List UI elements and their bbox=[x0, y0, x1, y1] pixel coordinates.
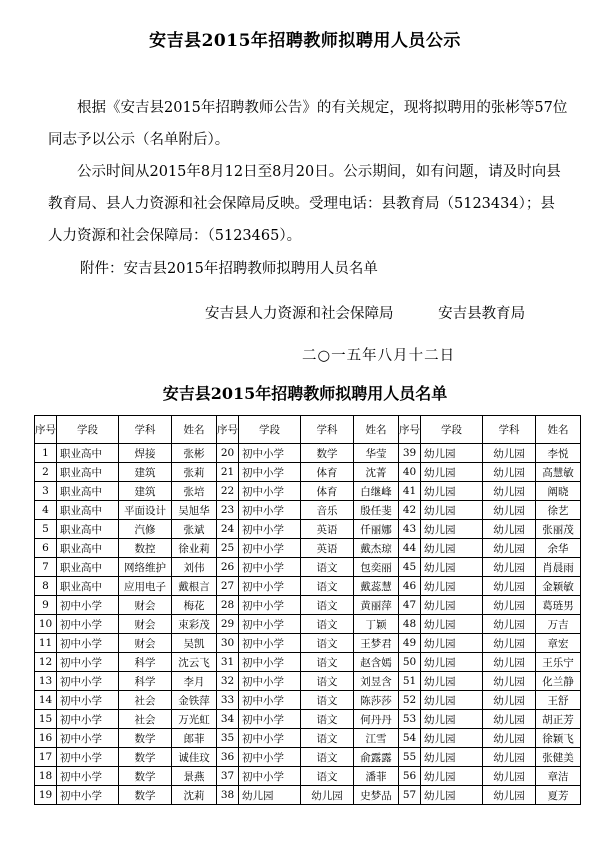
table-row bbox=[35, 558, 581, 577]
notice-date: 二○一五年八月十二日 bbox=[302, 348, 456, 364]
cell-subject: 幼儿园 bbox=[483, 463, 536, 482]
cell-seq: 29 bbox=[217, 615, 239, 634]
cell-seq: 46 bbox=[399, 577, 421, 596]
cell-stage: 幼儿园 bbox=[421, 653, 483, 672]
cell-seq: 33 bbox=[217, 691, 239, 710]
cell-stage: 幼儿园 bbox=[421, 463, 483, 482]
cell-seq: 17 bbox=[35, 748, 57, 767]
cell-subject: 语文 bbox=[301, 748, 354, 767]
cell-seq: 47 bbox=[399, 596, 421, 615]
cell-seq: 34 bbox=[217, 710, 239, 729]
cell-stage: 幼儿园 bbox=[421, 710, 483, 729]
cell-seq: 50 bbox=[399, 653, 421, 672]
cell-subject: 汽修 bbox=[119, 520, 172, 539]
cell-name: 张莉 bbox=[172, 463, 217, 482]
cell-seq: 57 bbox=[399, 786, 421, 805]
cell-seq: 43 bbox=[399, 520, 421, 539]
notice-paragraph-1: 根据《安吉县2015年招聘教师公告》的有关规定，现将拟聘用的张彬等57位同志予以公示（名单附后）。 bbox=[48, 100, 568, 148]
cell-subject: 语文 bbox=[301, 577, 354, 596]
cell-stage: 职业高中 bbox=[57, 482, 119, 501]
table-row bbox=[35, 520, 581, 539]
header-subject: 学科 bbox=[301, 416, 354, 444]
cell-name: 徐艺 bbox=[536, 501, 581, 520]
cell-subject: 幼儿园 bbox=[483, 520, 536, 539]
cell-stage: 初中小学 bbox=[57, 710, 119, 729]
header-subject: 学科 bbox=[119, 416, 172, 444]
cell-seq: 21 bbox=[217, 463, 239, 482]
cell-name: 仟丽娜 bbox=[354, 520, 399, 539]
cell-name: 沈菁 bbox=[354, 463, 399, 482]
cell-subject: 幼儿园 bbox=[483, 596, 536, 615]
cell-name: 华莹 bbox=[354, 444, 399, 463]
table-row bbox=[35, 577, 581, 596]
cell-seq: 40 bbox=[399, 463, 421, 482]
cell-seq: 31 bbox=[217, 653, 239, 672]
cell-subject: 社会 bbox=[119, 710, 172, 729]
attachment-line: 附件：安吉县2015年招聘教师拟聘用人员名单 bbox=[80, 261, 378, 277]
cell-subject: 财会 bbox=[119, 596, 172, 615]
table-row bbox=[35, 596, 581, 615]
header-seq: 序号 bbox=[399, 416, 421, 444]
cell-seq: 9 bbox=[35, 596, 57, 615]
cell-name: 徐颖飞 bbox=[536, 729, 581, 748]
cell-seq: 28 bbox=[217, 596, 239, 615]
cell-seq: 48 bbox=[399, 615, 421, 634]
cell-subject: 幼儿园 bbox=[483, 691, 536, 710]
cell-seq: 1 bbox=[35, 444, 57, 463]
cell-name: 戴杰琼 bbox=[354, 539, 399, 558]
cell-subject: 幼儿园 bbox=[301, 786, 354, 805]
signature-block bbox=[205, 302, 525, 323]
cell-subject: 平面设计 bbox=[119, 501, 172, 520]
cell-subject: 英语 bbox=[301, 520, 354, 539]
cell-subject: 幼儿园 bbox=[483, 748, 536, 767]
cell-stage: 初中小学 bbox=[239, 615, 301, 634]
cell-subject: 数学 bbox=[119, 786, 172, 805]
cell-stage: 初中小学 bbox=[239, 539, 301, 558]
cell-seq: 49 bbox=[399, 634, 421, 653]
cell-name: 张健美 bbox=[536, 748, 581, 767]
cell-seq: 13 bbox=[35, 672, 57, 691]
cell-name: 李悦 bbox=[536, 444, 581, 463]
cell-subject: 数学 bbox=[301, 444, 354, 463]
cell-stage: 初中小学 bbox=[57, 786, 119, 805]
cell-stage: 初中小学 bbox=[239, 577, 301, 596]
cell-stage: 初中小学 bbox=[239, 691, 301, 710]
cell-seq: 30 bbox=[217, 634, 239, 653]
cell-subject: 音乐 bbox=[301, 501, 354, 520]
cell-seq: 10 bbox=[35, 615, 57, 634]
cell-seq: 37 bbox=[217, 767, 239, 786]
cell-subject: 语文 bbox=[301, 615, 354, 634]
cell-subject: 语文 bbox=[301, 710, 354, 729]
roster-body bbox=[35, 444, 581, 805]
cell-seq: 3 bbox=[35, 482, 57, 501]
cell-name: 张培 bbox=[172, 482, 217, 501]
cell-subject: 社会 bbox=[119, 691, 172, 710]
cell-stage: 幼儿园 bbox=[421, 539, 483, 558]
cell-name: 梅花 bbox=[172, 596, 217, 615]
cell-name: 徐业莉 bbox=[172, 539, 217, 558]
cell-seq: 41 bbox=[399, 482, 421, 501]
cell-stage: 职业高中 bbox=[57, 520, 119, 539]
cell-subject: 财会 bbox=[119, 634, 172, 653]
cell-subject: 幼儿园 bbox=[483, 634, 536, 653]
cell-stage: 初中小学 bbox=[57, 653, 119, 672]
header-name: 姓名 bbox=[172, 416, 217, 444]
cell-stage: 幼儿园 bbox=[421, 482, 483, 501]
cell-subject: 数控 bbox=[119, 539, 172, 558]
cell-stage: 幼儿园 bbox=[421, 520, 483, 539]
list-title: 安吉县2015年招聘教师拟聘用人员名单 bbox=[162, 384, 448, 403]
cell-stage: 初中小学 bbox=[239, 482, 301, 501]
cell-stage: 初中小学 bbox=[57, 729, 119, 748]
cell-name: 余华 bbox=[536, 539, 581, 558]
cell-name: 肖晨雨 bbox=[536, 558, 581, 577]
cell-seq: 18 bbox=[35, 767, 57, 786]
cell-name: 诚佳玟 bbox=[172, 748, 217, 767]
header-stage: 学段 bbox=[421, 416, 483, 444]
header-subject: 学科 bbox=[483, 416, 536, 444]
cell-stage: 初中小学 bbox=[57, 634, 119, 653]
cell-subject: 应用电子 bbox=[119, 577, 172, 596]
cell-subject: 数学 bbox=[119, 729, 172, 748]
cell-stage: 幼儿园 bbox=[421, 444, 483, 463]
table-row bbox=[35, 729, 581, 748]
cell-seq: 2 bbox=[35, 463, 57, 482]
cell-name: 吴凯 bbox=[172, 634, 217, 653]
cell-subject: 幼儿园 bbox=[483, 539, 536, 558]
cell-stage: 幼儿园 bbox=[421, 615, 483, 634]
cell-name: 史梦品 bbox=[354, 786, 399, 805]
cell-subject: 语文 bbox=[301, 653, 354, 672]
cell-seq: 38 bbox=[217, 786, 239, 805]
cell-stage: 职业高中 bbox=[57, 501, 119, 520]
cell-stage: 职业高中 bbox=[57, 558, 119, 577]
cell-stage: 幼儿园 bbox=[421, 501, 483, 520]
cell-name: 葛琏男 bbox=[536, 596, 581, 615]
cell-subject: 语文 bbox=[301, 558, 354, 577]
cell-name: 万光虹 bbox=[172, 710, 217, 729]
cell-name: 黄丽萍 bbox=[354, 596, 399, 615]
cell-name: 何丹丹 bbox=[354, 710, 399, 729]
cell-subject: 语文 bbox=[301, 691, 354, 710]
cell-seq: 56 bbox=[399, 767, 421, 786]
cell-subject: 语文 bbox=[301, 596, 354, 615]
cell-stage: 初中小学 bbox=[239, 729, 301, 748]
cell-name: 戴根言 bbox=[172, 577, 217, 596]
header-seq: 序号 bbox=[217, 416, 239, 444]
cell-stage: 幼儿园 bbox=[421, 786, 483, 805]
cell-subject: 建筑 bbox=[119, 463, 172, 482]
cell-name: 丁颖 bbox=[354, 615, 399, 634]
cell-stage: 幼儿园 bbox=[421, 577, 483, 596]
cell-name: 陈莎莎 bbox=[354, 691, 399, 710]
cell-name: 刘昱含 bbox=[354, 672, 399, 691]
cell-name: 沈云飞 bbox=[172, 653, 217, 672]
cell-name: 张彬 bbox=[172, 444, 217, 463]
header-name: 姓名 bbox=[354, 416, 399, 444]
cell-seq: 32 bbox=[217, 672, 239, 691]
cell-seq: 51 bbox=[399, 672, 421, 691]
header-stage: 学段 bbox=[239, 416, 301, 444]
cell-name: 沈莉 bbox=[172, 786, 217, 805]
table-row bbox=[35, 444, 581, 463]
cell-stage: 初中小学 bbox=[57, 615, 119, 634]
cell-seq: 20 bbox=[217, 444, 239, 463]
cell-stage: 幼儿园 bbox=[421, 596, 483, 615]
cell-stage: 初中小学 bbox=[57, 748, 119, 767]
cell-stage: 初中小学 bbox=[57, 672, 119, 691]
cell-subject: 幼儿园 bbox=[483, 482, 536, 501]
cell-seq: 35 bbox=[217, 729, 239, 748]
cell-name: 潘菲 bbox=[354, 767, 399, 786]
cell-stage: 幼儿园 bbox=[421, 634, 483, 653]
table-row bbox=[35, 786, 581, 805]
signer-education-bureau: 安吉县教育局 bbox=[438, 306, 526, 322]
cell-seq: 52 bbox=[399, 691, 421, 710]
cell-name: 李月 bbox=[172, 672, 217, 691]
cell-name: 王舒 bbox=[536, 691, 581, 710]
cell-stage: 初中小学 bbox=[239, 444, 301, 463]
cell-subject: 幼儿园 bbox=[483, 767, 536, 786]
cell-subject: 语文 bbox=[301, 672, 354, 691]
cell-name: 俞露露 bbox=[354, 748, 399, 767]
cell-name: 吴旭华 bbox=[172, 501, 217, 520]
cell-stage: 初中小学 bbox=[239, 748, 301, 767]
cell-seq: 26 bbox=[217, 558, 239, 577]
cell-name: 金颖敏 bbox=[536, 577, 581, 596]
cell-subject: 幼儿园 bbox=[483, 672, 536, 691]
cell-stage: 幼儿园 bbox=[421, 729, 483, 748]
cell-subject: 幼儿园 bbox=[483, 615, 536, 634]
cell-stage: 职业高中 bbox=[57, 539, 119, 558]
cell-stage: 幼儿园 bbox=[239, 786, 301, 805]
cell-subject: 语文 bbox=[301, 767, 354, 786]
cell-subject: 幼儿园 bbox=[483, 501, 536, 520]
cell-stage: 初中小学 bbox=[57, 691, 119, 710]
cell-subject: 幼儿园 bbox=[483, 710, 536, 729]
header-seq: 序号 bbox=[35, 416, 57, 444]
cell-subject: 数学 bbox=[119, 748, 172, 767]
table-row bbox=[35, 653, 581, 672]
cell-subject: 幼儿园 bbox=[483, 577, 536, 596]
cell-name: 金铁萍 bbox=[172, 691, 217, 710]
cell-subject: 科学 bbox=[119, 653, 172, 672]
cell-stage: 初中小学 bbox=[57, 596, 119, 615]
table-row bbox=[35, 748, 581, 767]
cell-name: 章宏 bbox=[536, 634, 581, 653]
cell-stage: 职业高中 bbox=[57, 444, 119, 463]
cell-seq: 24 bbox=[217, 520, 239, 539]
cell-name: 夏芳 bbox=[536, 786, 581, 805]
cell-name: 白继峰 bbox=[354, 482, 399, 501]
table-row bbox=[35, 691, 581, 710]
cell-seq: 12 bbox=[35, 653, 57, 672]
cell-name: 刘伟 bbox=[172, 558, 217, 577]
cell-name: 阐晓 bbox=[536, 482, 581, 501]
cell-stage: 初中小学 bbox=[239, 520, 301, 539]
table-row bbox=[35, 482, 581, 501]
cell-subject: 语文 bbox=[301, 634, 354, 653]
cell-seq: 16 bbox=[35, 729, 57, 748]
cell-seq: 23 bbox=[217, 501, 239, 520]
cell-seq: 53 bbox=[399, 710, 421, 729]
header-stage: 学段 bbox=[57, 416, 119, 444]
table-row bbox=[35, 463, 581, 482]
cell-seq: 19 bbox=[35, 786, 57, 805]
cell-seq: 4 bbox=[35, 501, 57, 520]
cell-seq: 14 bbox=[35, 691, 57, 710]
signer-hr-bureau: 安吉县人力资源和社会保障局 bbox=[205, 306, 394, 322]
cell-subject: 体育 bbox=[301, 482, 354, 501]
cell-name: 化兰静 bbox=[536, 672, 581, 691]
cell-subject: 焊接 bbox=[119, 444, 172, 463]
cell-seq: 27 bbox=[217, 577, 239, 596]
cell-subject: 建筑 bbox=[119, 482, 172, 501]
cell-subject: 幼儿园 bbox=[483, 444, 536, 463]
header-name: 姓名 bbox=[536, 416, 581, 444]
cell-seq: 36 bbox=[217, 748, 239, 767]
cell-stage: 初中小学 bbox=[239, 710, 301, 729]
cell-name: 章洁 bbox=[536, 767, 581, 786]
cell-stage: 初中小学 bbox=[239, 767, 301, 786]
cell-subject: 幼儿园 bbox=[483, 786, 536, 805]
cell-stage: 初中小学 bbox=[239, 501, 301, 520]
cell-name: 戴蕊慧 bbox=[354, 577, 399, 596]
cell-seq: 39 bbox=[399, 444, 421, 463]
cell-stage: 初中小学 bbox=[239, 653, 301, 672]
cell-stage: 幼儿园 bbox=[421, 672, 483, 691]
cell-name: 张丽茂 bbox=[536, 520, 581, 539]
cell-stage: 幼儿园 bbox=[421, 558, 483, 577]
cell-name: 殷任斐 bbox=[354, 501, 399, 520]
cell-seq: 7 bbox=[35, 558, 57, 577]
cell-stage: 初中小学 bbox=[239, 634, 301, 653]
cell-stage: 初中小学 bbox=[239, 463, 301, 482]
table-row bbox=[35, 634, 581, 653]
cell-name: 万吉 bbox=[536, 615, 581, 634]
table-row bbox=[35, 767, 581, 786]
cell-seq: 5 bbox=[35, 520, 57, 539]
cell-seq: 44 bbox=[399, 539, 421, 558]
cell-stage: 幼儿园 bbox=[421, 691, 483, 710]
table-row bbox=[35, 615, 581, 634]
cell-seq: 8 bbox=[35, 577, 57, 596]
cell-stage: 初中小学 bbox=[239, 672, 301, 691]
cell-subject: 数学 bbox=[119, 767, 172, 786]
cell-stage: 幼儿园 bbox=[421, 748, 483, 767]
cell-stage: 初中小学 bbox=[57, 767, 119, 786]
cell-seq: 45 bbox=[399, 558, 421, 577]
table-row bbox=[35, 539, 581, 558]
cell-seq: 6 bbox=[35, 539, 57, 558]
cell-stage: 职业高中 bbox=[57, 577, 119, 596]
cell-name: 高慧敏 bbox=[536, 463, 581, 482]
document-title: 安吉县2015年招聘教师拟聘用人员公示 bbox=[149, 31, 461, 51]
cell-seq: 42 bbox=[399, 501, 421, 520]
notice-paragraph-2: 公示时间从2015年8月12日至8月20日。公示期间，如有问题，请及时向县教育局、县人力资源和社会保障局反映。受理电话：县教育局（5123434）；县人力资源和社会保障局：（5123465）。 bbox=[48, 164, 561, 244]
roster-table bbox=[34, 415, 581, 805]
cell-stage: 幼儿园 bbox=[421, 767, 483, 786]
cell-subject: 幼儿园 bbox=[483, 729, 536, 748]
table-row bbox=[35, 501, 581, 520]
cell-subject: 幼儿园 bbox=[483, 653, 536, 672]
cell-subject: 网络维护 bbox=[119, 558, 172, 577]
cell-seq: 54 bbox=[399, 729, 421, 748]
cell-seq: 25 bbox=[217, 539, 239, 558]
cell-name: 郎菲 bbox=[172, 729, 217, 748]
cell-stage: 职业高中 bbox=[57, 463, 119, 482]
cell-seq: 11 bbox=[35, 634, 57, 653]
cell-subject: 科学 bbox=[119, 672, 172, 691]
cell-seq: 15 bbox=[35, 710, 57, 729]
cell-subject: 体育 bbox=[301, 463, 354, 482]
table-row bbox=[35, 710, 581, 729]
cell-name: 王乐宁 bbox=[536, 653, 581, 672]
cell-name: 胡正芳 bbox=[536, 710, 581, 729]
cell-name: 束彩茂 bbox=[172, 615, 217, 634]
cell-subject: 语文 bbox=[301, 729, 354, 748]
cell-name: 张斌 bbox=[172, 520, 217, 539]
cell-stage: 初中小学 bbox=[239, 596, 301, 615]
cell-name: 王梦君 bbox=[354, 634, 399, 653]
cell-subject: 财会 bbox=[119, 615, 172, 634]
table-header-row bbox=[35, 416, 581, 444]
cell-name: 赵含嫣 bbox=[354, 653, 399, 672]
cell-subject: 英语 bbox=[301, 539, 354, 558]
cell-seq: 55 bbox=[399, 748, 421, 767]
cell-name: 包奕丽 bbox=[354, 558, 399, 577]
cell-subject: 幼儿园 bbox=[483, 558, 536, 577]
cell-seq: 22 bbox=[217, 482, 239, 501]
table-row bbox=[35, 672, 581, 691]
cell-stage: 初中小学 bbox=[239, 558, 301, 577]
cell-name: 景燕 bbox=[172, 767, 217, 786]
cell-name: 江雪 bbox=[354, 729, 399, 748]
